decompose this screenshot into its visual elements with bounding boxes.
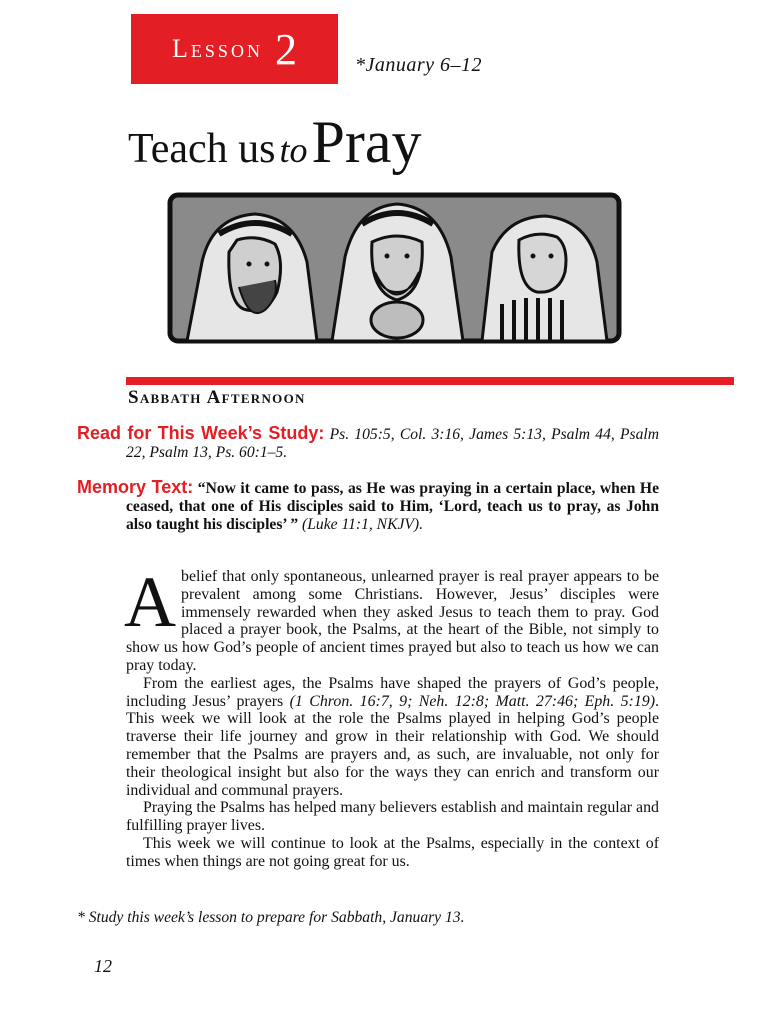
section-divider	[126, 377, 734, 385]
drop-cap: A	[124, 562, 176, 642]
page-title	[128, 108, 422, 177]
body-paragraph: This week we will continue to look at the Psalms, especially in the context of times when things are not going great for us.	[126, 834, 659, 870]
memory-text-label: Memory Text:	[77, 477, 194, 497]
body-paragraph: A belief that only spontaneous, unlearned prayer is real prayer appears to be prevalent among some Christians. However, Jesus’ disciples were immensely rewarded when they asked Jesus to teach them to pray. God placed a prayer book, the Psalms, at the heart of the Bible, not simply to show us how God’s people of ancient times prayed but also to teach us how we can pray today.	[124, 562, 659, 674]
read-for-study	[77, 424, 659, 462]
lesson-body	[124, 562, 659, 871]
title-part-1: Teach us	[128, 126, 276, 172]
section-heading: Sabbath Afternoon	[128, 387, 306, 408]
memory-text	[77, 478, 659, 534]
read-study-refs: Ps. 105:5, Col. 3:16, James 5:13, Psalm 44, Psalm 22, Psalm 13, Ps. 60:1–5.	[126, 426, 659, 461]
body-paragraph: From the earliest ages, the Psalms have shaped the prayers of God’s people, including Jesus’ prayers (1 Chron. 16:7, 9; Neh. 12:8; Matt. 27:46; Eph. 5:19). This week we will look at the role the Psalms played in helping God’s people traverse their life journey and grow in their relationship with God. We should remember that the Psalms are prayers and, as such, are invaluable, not only for their theological insight but also for the ways they can enrich and transform our individual and communal prayers.	[126, 674, 659, 799]
three-disciples-illustration	[167, 192, 622, 344]
lesson-badge	[131, 14, 338, 84]
read-study-label: Read for This Week’s Study:	[77, 423, 325, 443]
page-number: 12	[94, 956, 112, 976]
lesson-label: Lesson	[172, 34, 263, 63]
lesson-dates: *January 6–12	[355, 54, 483, 76]
title-part-2: to	[279, 130, 308, 170]
memory-text-quote: “Now it came to pass, as He was praying in a certain place, when He ceased, that one of His disciples said to Him, ‘Lord, teach us to pray, as John also taught his disciples’ ”	[126, 480, 659, 533]
scripture-refs: (1 Chron. 16:7, 9; Neh. 12:8; Matt. 27:46; Eph. 5:19)	[289, 692, 656, 710]
title-part-3: Pray	[311, 109, 422, 175]
memory-text-ref: (Luke 11:1, NKJV).	[302, 516, 424, 533]
footnote: * Study this week’s lesson to prepare for Sabbath, January 13.	[77, 909, 465, 926]
body-paragraph: Praying the Psalms has helped many believers establish and maintain regular and fulfilling prayer lives.	[126, 799, 659, 835]
lesson-number: 2	[274, 24, 297, 74]
